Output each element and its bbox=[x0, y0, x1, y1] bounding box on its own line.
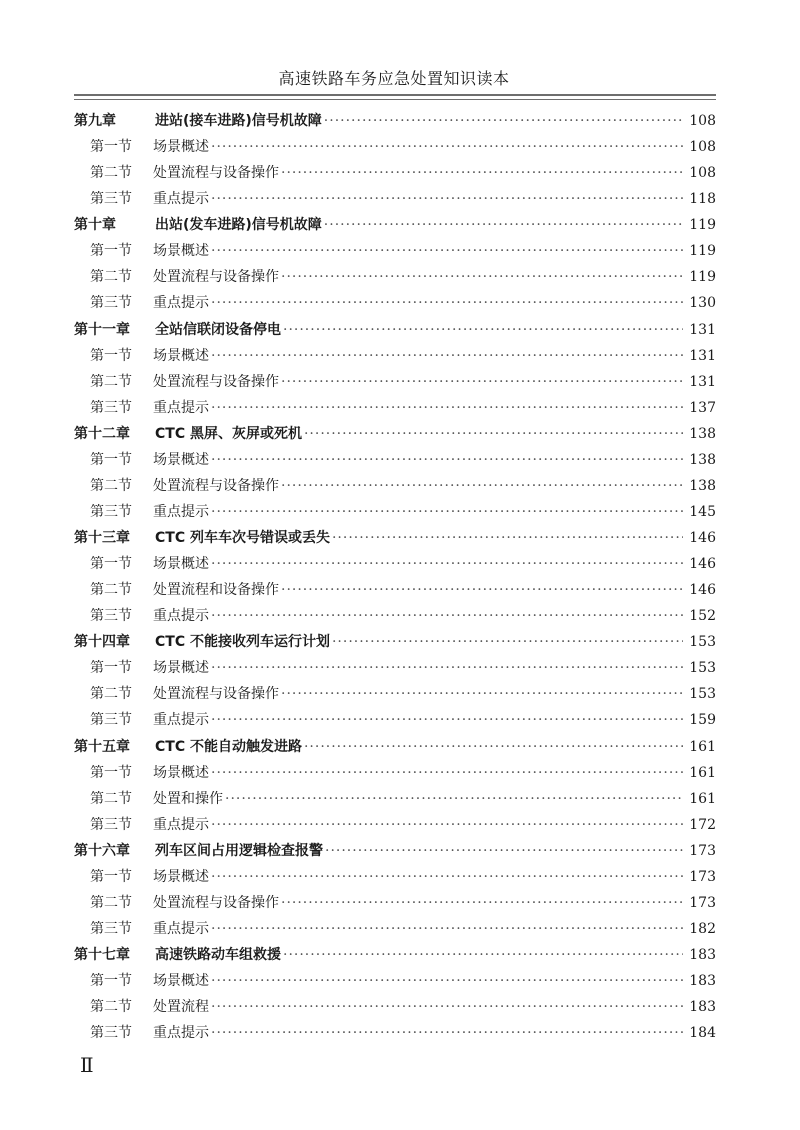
dot-leader bbox=[281, 478, 683, 494]
section-number: 第一节 bbox=[90, 660, 132, 677]
section-title: 重点提示 bbox=[153, 1025, 209, 1042]
section-title: 处置流程和设备操作 bbox=[153, 582, 279, 599]
section-number: 第三节 bbox=[90, 816, 132, 833]
dot-leader bbox=[211, 817, 683, 833]
dot-leader bbox=[211, 504, 683, 520]
section-title: 场景概述 bbox=[153, 868, 209, 885]
toc-chapter-row[interactable] bbox=[74, 214, 716, 240]
page-number: 173 bbox=[689, 868, 716, 885]
section-title: 重点提示 bbox=[153, 295, 209, 312]
toc-section-row[interactable] bbox=[74, 162, 716, 188]
chapter-number: 第十二章 bbox=[74, 425, 130, 442]
toc-section-row[interactable] bbox=[74, 788, 716, 814]
section-title: 重点提示 bbox=[153, 816, 209, 833]
section-title: 处置流程与设备操作 bbox=[153, 269, 279, 286]
dot-leader bbox=[211, 765, 683, 781]
toc-section-row[interactable] bbox=[74, 866, 716, 892]
chapter-number: 第十七章 bbox=[74, 947, 130, 963]
chapter-number: 第十四章 bbox=[74, 634, 130, 651]
section-number: 第二节 bbox=[90, 894, 132, 911]
toc-section-row[interactable] bbox=[74, 553, 716, 579]
dot-leader bbox=[281, 686, 683, 702]
page-number: 146 bbox=[689, 530, 716, 546]
section-number: 第三节 bbox=[90, 295, 132, 312]
toc-section-row[interactable] bbox=[74, 970, 716, 996]
section-title: 处置流程 bbox=[153, 999, 209, 1016]
page-folio: Ⅱ bbox=[80, 1053, 94, 1077]
section-title: 重点提示 bbox=[153, 399, 209, 416]
section-title: 重点提示 bbox=[153, 503, 209, 520]
page-number: 119 bbox=[689, 269, 716, 286]
dot-leader bbox=[281, 374, 683, 390]
chapter-number: 第十章 bbox=[74, 217, 116, 234]
chapter-title: CTC 黑屏、灰屏或死机 bbox=[155, 425, 302, 442]
section-number: 第一节 bbox=[90, 764, 132, 781]
toc-section-row[interactable] bbox=[74, 605, 716, 631]
section-title: 处置流程与设备操作 bbox=[153, 373, 279, 390]
toc-section-row[interactable] bbox=[74, 996, 716, 1022]
section-title: 处置和操作 bbox=[153, 790, 223, 807]
header-rule-thick bbox=[74, 94, 716, 96]
toc-section-row[interactable] bbox=[74, 892, 716, 918]
section-number: 第一节 bbox=[90, 139, 132, 156]
section-number: 第一节 bbox=[90, 868, 132, 885]
section-title: 场景概述 bbox=[153, 347, 209, 364]
section-number: 第三节 bbox=[90, 503, 132, 520]
toc-section-row[interactable] bbox=[74, 449, 716, 475]
dot-leader bbox=[211, 869, 683, 885]
dot-leader bbox=[281, 165, 683, 181]
dot-leader bbox=[211, 139, 683, 155]
toc-section-row[interactable] bbox=[74, 345, 716, 371]
dot-leader bbox=[281, 895, 683, 911]
chapter-title: 出站(发车进路)信号机故障 bbox=[155, 217, 322, 234]
page-number: 153 bbox=[689, 634, 716, 651]
dot-leader bbox=[211, 660, 683, 676]
toc-section-row[interactable] bbox=[74, 397, 716, 423]
page-number: 183 bbox=[689, 947, 716, 963]
page-number: 108 bbox=[689, 113, 716, 129]
chapter-number: 第十一章 bbox=[74, 321, 130, 338]
section-title: 场景概述 bbox=[153, 139, 209, 156]
dot-leader bbox=[283, 947, 683, 963]
section-number: 第二节 bbox=[90, 999, 132, 1016]
section-number: 第三节 bbox=[90, 191, 132, 208]
section-number: 第二节 bbox=[90, 686, 132, 703]
page-number: 159 bbox=[689, 712, 716, 729]
section-number: 第二节 bbox=[90, 582, 132, 599]
toc-chapter-row[interactable] bbox=[74, 319, 716, 345]
dot-leader bbox=[225, 791, 683, 807]
page-number: 172 bbox=[689, 816, 716, 833]
section-title: 重点提示 bbox=[153, 712, 209, 729]
page-number: 138 bbox=[689, 477, 716, 494]
section-title: 场景概述 bbox=[153, 243, 209, 260]
page-number: 184 bbox=[689, 1025, 716, 1042]
dot-leader bbox=[211, 295, 683, 311]
section-number: 第一节 bbox=[90, 556, 132, 573]
chapter-title: CTC 列车车次号错误或丢失 bbox=[155, 530, 330, 546]
page-number: 183 bbox=[689, 999, 716, 1016]
toc-chapter-row[interactable] bbox=[74, 736, 716, 762]
dot-leader bbox=[211, 1025, 683, 1041]
dot-leader bbox=[281, 582, 683, 598]
dot-leader bbox=[332, 634, 683, 650]
dot-leader bbox=[211, 556, 683, 572]
page-number: 146 bbox=[689, 582, 716, 599]
section-number: 第二节 bbox=[90, 373, 132, 390]
toc-section-row[interactable] bbox=[74, 292, 716, 318]
page-number: 161 bbox=[689, 764, 716, 781]
chapter-title: CTC 不能接收列车运行计划 bbox=[155, 634, 330, 651]
dot-leader bbox=[211, 243, 683, 259]
section-number: 第一节 bbox=[90, 973, 132, 990]
chapter-title: 高速铁路动车组救援 bbox=[155, 947, 281, 963]
page-number: 131 bbox=[689, 321, 716, 338]
page-number: 146 bbox=[689, 556, 716, 573]
dot-leader bbox=[283, 322, 683, 338]
section-number: 第二节 bbox=[90, 269, 132, 286]
section-title: 重点提示 bbox=[153, 608, 209, 625]
dot-leader bbox=[324, 113, 683, 129]
page-number: 152 bbox=[689, 608, 716, 625]
toc-chapter-row[interactable] bbox=[74, 631, 716, 657]
toc-section-row[interactable] bbox=[74, 240, 716, 266]
section-title: 重点提示 bbox=[153, 920, 209, 937]
dot-leader bbox=[211, 999, 683, 1015]
page-number: 161 bbox=[689, 738, 716, 755]
page-number: 173 bbox=[689, 842, 716, 859]
chapter-title: 进站(接车进路)信号机故障 bbox=[155, 113, 322, 129]
toc-section-row[interactable] bbox=[74, 188, 716, 214]
page-number: 131 bbox=[689, 373, 716, 390]
toc-section-row[interactable] bbox=[74, 1022, 716, 1048]
section-title: 处置流程与设备操作 bbox=[153, 894, 279, 911]
section-title: 场景概述 bbox=[153, 556, 209, 573]
toc-section-row[interactable] bbox=[74, 657, 716, 683]
toc-chapter-row[interactable] bbox=[74, 840, 716, 866]
section-title: 重点提示 bbox=[153, 191, 209, 208]
toc-chapter-row[interactable] bbox=[74, 527, 716, 553]
section-title: 场景概述 bbox=[153, 973, 209, 990]
page-number: 119 bbox=[689, 243, 716, 260]
dot-leader bbox=[211, 712, 683, 728]
section-title: 场景概述 bbox=[153, 451, 209, 468]
dot-leader bbox=[211, 973, 683, 989]
page-number: 153 bbox=[689, 686, 716, 703]
dot-leader bbox=[304, 426, 683, 442]
dot-leader bbox=[211, 608, 683, 624]
page-number: 153 bbox=[689, 660, 716, 677]
page-number: 173 bbox=[689, 894, 716, 911]
dot-leader bbox=[211, 191, 683, 207]
section-number: 第三节 bbox=[90, 1025, 132, 1042]
toc-section-row[interactable] bbox=[74, 814, 716, 840]
section-number: 第一节 bbox=[90, 243, 132, 260]
page-number: 182 bbox=[689, 920, 716, 937]
page-number: 137 bbox=[689, 399, 716, 416]
section-title: 场景概述 bbox=[153, 764, 209, 781]
dot-leader bbox=[304, 739, 683, 755]
page-number: 161 bbox=[689, 790, 716, 807]
page-number: 131 bbox=[689, 347, 716, 364]
toc-section-row[interactable] bbox=[74, 136, 716, 162]
page-number: 183 bbox=[689, 973, 716, 990]
section-number: 第三节 bbox=[90, 920, 132, 937]
section-title: 处置流程与设备操作 bbox=[153, 165, 279, 182]
section-number: 第三节 bbox=[90, 399, 132, 416]
toc-section-row[interactable] bbox=[74, 371, 716, 397]
page-number: 138 bbox=[689, 451, 716, 468]
toc-section-row[interactable] bbox=[74, 475, 716, 501]
section-number: 第三节 bbox=[90, 712, 132, 729]
page-number: 118 bbox=[689, 191, 716, 208]
chapter-number: 第十五章 bbox=[74, 738, 130, 755]
section-title: 处置流程与设备操作 bbox=[153, 477, 279, 494]
toc-chapter-row[interactable] bbox=[74, 944, 716, 970]
toc-section-row[interactable] bbox=[74, 762, 716, 788]
chapter-number: 第十六章 bbox=[74, 842, 130, 859]
running-header: 高速铁路车务应急处置知识读本 bbox=[278, 69, 510, 88]
toc-section-row[interactable] bbox=[74, 709, 716, 735]
chapter-number: 第九章 bbox=[74, 113, 116, 129]
chapter-title: CTC 不能自动触发进路 bbox=[155, 738, 302, 755]
section-title: 处置流程与设备操作 bbox=[153, 686, 279, 703]
page-number: 130 bbox=[689, 295, 716, 312]
page-number: 145 bbox=[689, 503, 716, 520]
chapter-title: 列车区间占用逻辑检查报警 bbox=[155, 842, 323, 859]
chapter-number: 第十三章 bbox=[74, 530, 130, 546]
toc-section-row[interactable] bbox=[74, 266, 716, 292]
dot-leader bbox=[281, 269, 683, 285]
section-number: 第二节 bbox=[90, 790, 132, 807]
dot-leader bbox=[324, 217, 683, 233]
section-number: 第二节 bbox=[90, 165, 132, 182]
page-number: 119 bbox=[689, 217, 716, 234]
dot-leader bbox=[325, 843, 683, 859]
toc-section-row[interactable] bbox=[74, 918, 716, 944]
section-number: 第一节 bbox=[90, 347, 132, 364]
table-of-contents bbox=[74, 110, 716, 1048]
page-number: 108 bbox=[689, 139, 716, 156]
toc-chapter-row[interactable] bbox=[74, 110, 716, 136]
dot-leader bbox=[211, 921, 683, 937]
dot-leader bbox=[211, 400, 683, 416]
dot-leader bbox=[211, 348, 683, 364]
section-title: 场景概述 bbox=[153, 660, 209, 677]
toc-chapter-row[interactable] bbox=[74, 423, 716, 449]
toc-section-row[interactable] bbox=[74, 579, 716, 605]
page-number: 108 bbox=[689, 165, 716, 182]
dot-leader bbox=[332, 530, 683, 546]
toc-section-row[interactable] bbox=[74, 501, 716, 527]
section-number: 第三节 bbox=[90, 608, 132, 625]
toc-section-row[interactable] bbox=[74, 683, 716, 709]
header-rule-thin bbox=[74, 99, 716, 100]
section-number: 第二节 bbox=[90, 477, 132, 494]
chapter-title: 全站信联闭设备停电 bbox=[155, 321, 281, 338]
page-number: 138 bbox=[689, 425, 716, 442]
section-number: 第一节 bbox=[90, 451, 132, 468]
dot-leader bbox=[211, 452, 683, 468]
